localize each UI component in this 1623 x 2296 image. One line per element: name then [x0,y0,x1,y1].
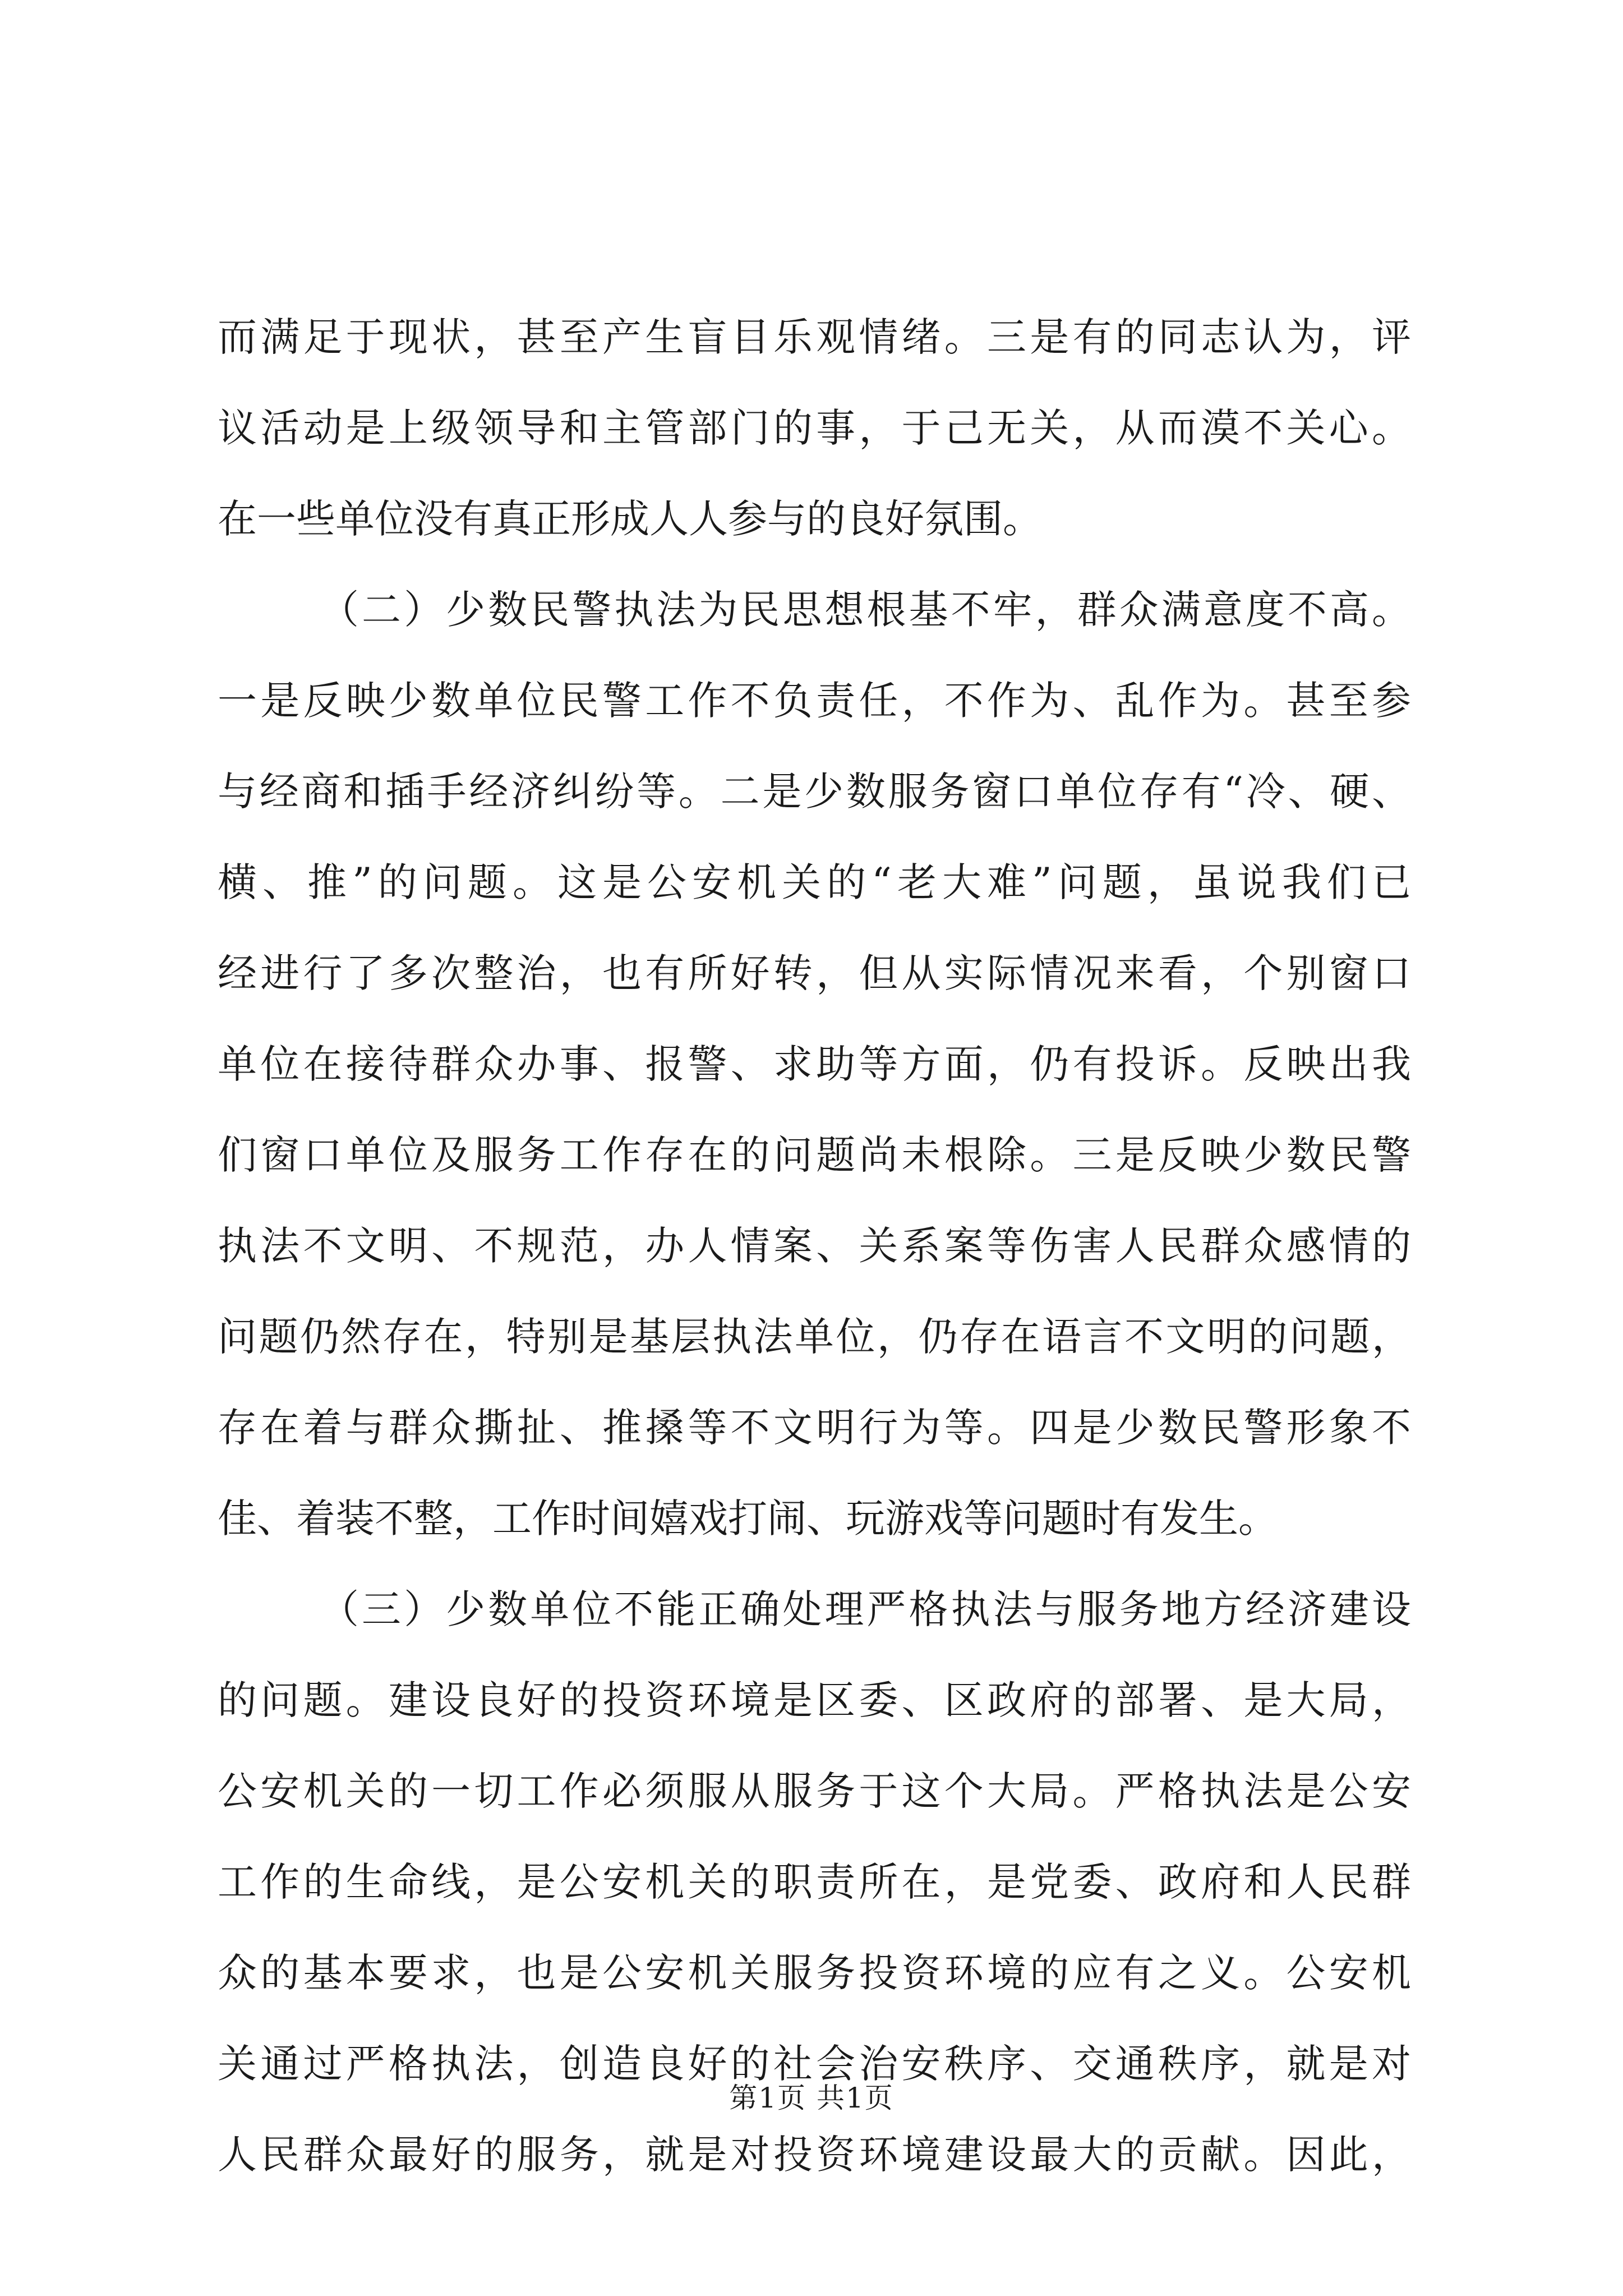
paragraph-2 [218,564,1411,1564]
text-line: （三）少数单位不能正确处理严格执法与服务地方经济建设 [320,1586,1411,1632]
document-body [218,292,1411,2200]
text-line: 公安机关的一切工作必须服从服务于这个大局。严格执法是公安 [218,1768,1411,1814]
text-line: 们窗口单位及服务工作存在的问题尚未根除。三是反映少数民警 [218,1132,1411,1178]
text-line: 工作的生命线，是公安机关的职责所在，是党委、政府和人民群 [218,1859,1411,1905]
text-line: 一是反映少数单位民警工作不负责任，不作为、乱作为。甚至参 [218,678,1411,724]
text-line: 在一些单位没有真正形成人人参与的良好氛围。 [218,496,1042,542]
text-line: 的问题。建设良好的投资环境是区委、区政府的部署、是大局， [218,1677,1411,1723]
text-line: （二）少数民警执法为民思想根基不牢，群众满意度不高。 [320,587,1411,633]
text-line: 而满足于现状，甚至产生盲目乐观情绪。三是有的同志认为，评 [218,314,1411,360]
text-line: 执法不文明、不规范，办人情案、关系案等伤害人民群众感情的 [218,1223,1411,1269]
paragraph-1 [218,292,1411,564]
text-line: 议活动是上级领导和主管部门的事，于己无关，从而漠不关心。 [218,405,1411,451]
text-line: 横、推”的问题。这是公安机关的“老大难”问题，虽说我们已 [218,859,1411,905]
text-line: 佳、着装不整，工作时间嬉戏打闹、玩游戏等问题时有发生。 [218,1496,1278,1542]
text-line: 人民群众最好的服务，就是对投资环境建设最大的贡献。因此， [218,2132,1411,2178]
text-line: 关通过严格执法，创造良好的社会治安秩序、交通秩序，就是对 [218,2041,1411,2087]
text-line: 单位在接待群众办事、报警、求助等方面，仍有投诉。反映出我 [218,1041,1411,1087]
text-line: 众的基本要求，也是公安机关服务投资环境的应有之义。公安机 [218,1950,1411,1996]
page-footer: 第1页 共1页 [729,2082,894,2114]
text-line: 问题仍然存在，特别是基层执法单位，仍存在语言不文明的问题， [218,1314,1411,1360]
text-line: 与经商和插手经济纠纷等。二是少数服务窗口单位存有“冷、硬、 [218,769,1411,815]
text-line: 存在着与群众撕扯、推搡等不文明行为等。四是少数民警形象不 [218,1405,1411,1451]
text-line: 经进行了多次整治，也有所好转，但从实际情况来看，个别窗口 [218,950,1411,996]
